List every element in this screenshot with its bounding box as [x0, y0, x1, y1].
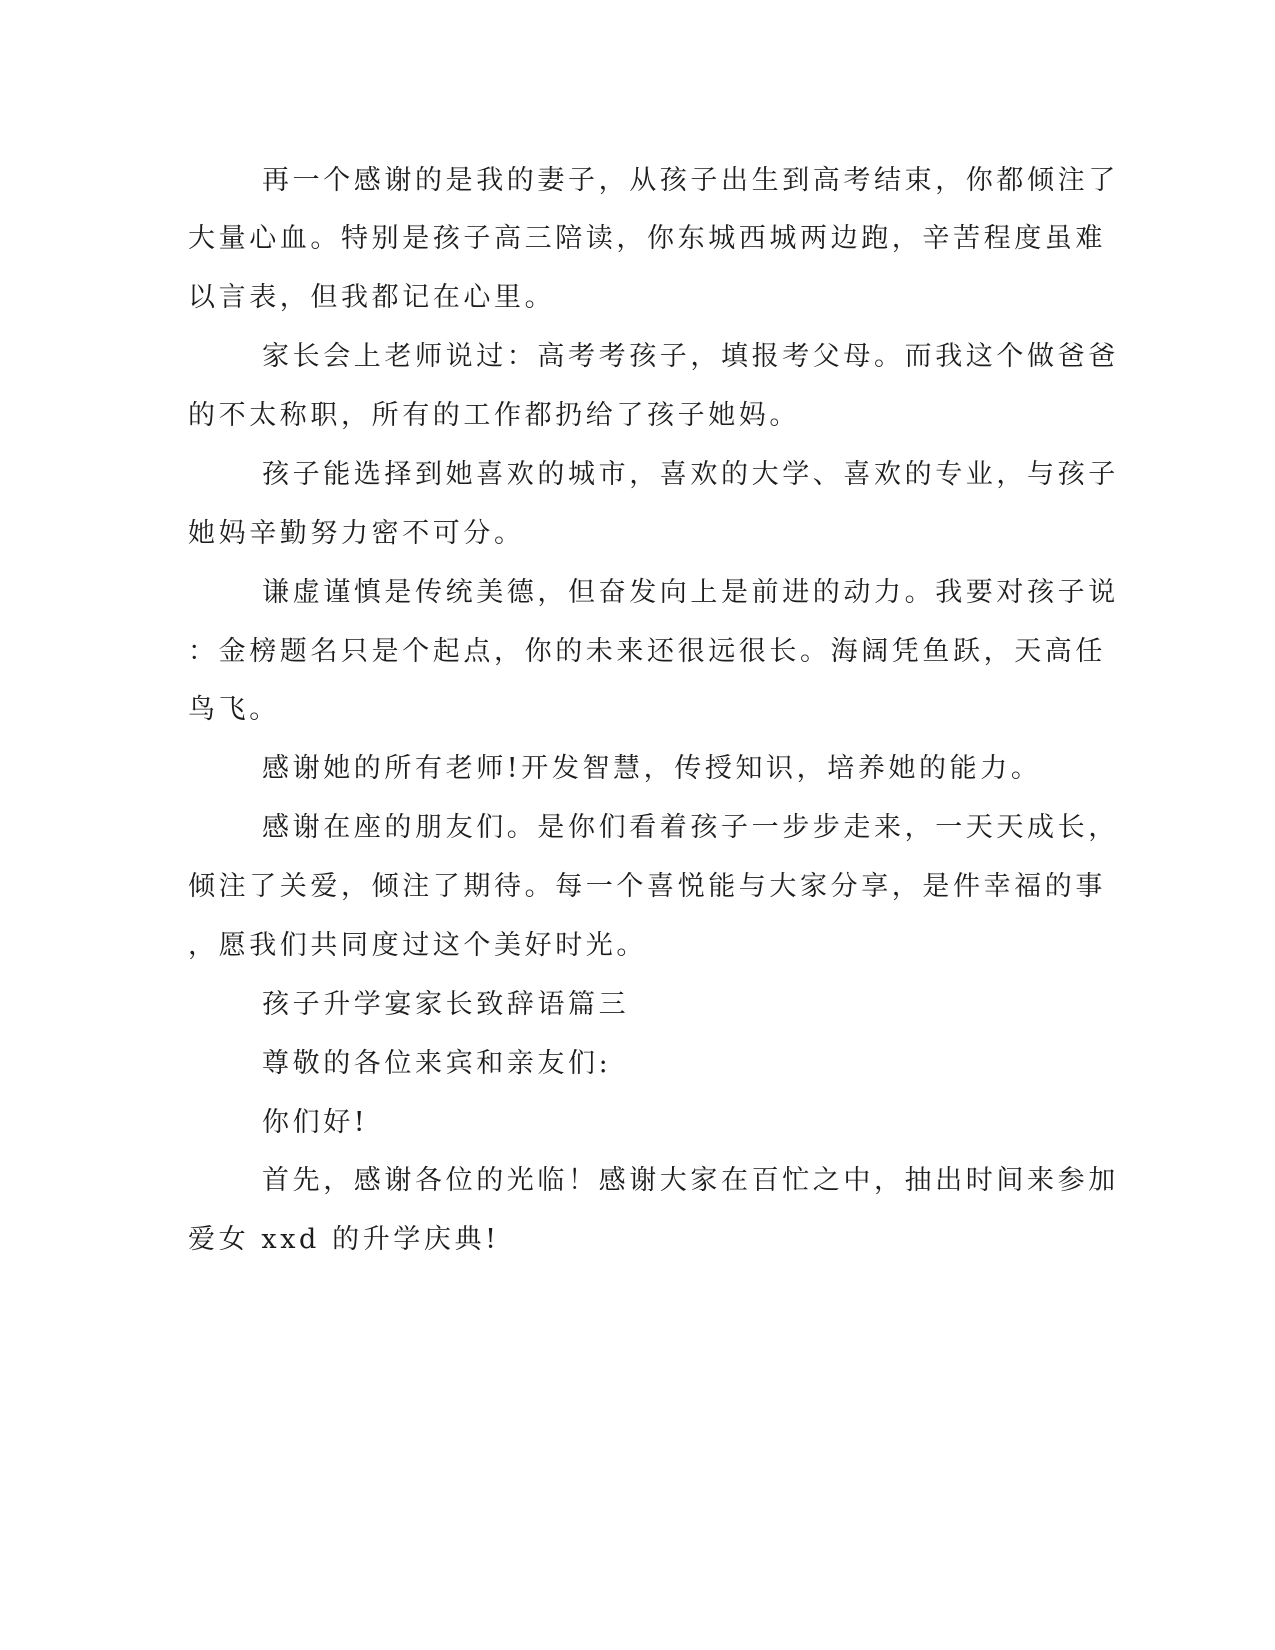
text-line: 谦虚谨慎是传统美德，但奋发向上是前进的动力。我要对孩子说 [262, 577, 1119, 608]
text-line: ，愿我们共同度过这个美好时光。 [188, 930, 647, 961]
text-line: 她妈辛勤努力密不可分。 [188, 518, 525, 549]
text-line: 你们好! [262, 1107, 369, 1138]
text-line: 家长会上老师说过：高考考孩子，填报考父母。而我这个做爸爸 [262, 341, 1119, 372]
text-line: 大量心血。特别是孩子高三陪读，你东城西城两边跑，辛苦程度虽难 [188, 223, 1106, 254]
text-line: 鸟飞。 [188, 694, 280, 725]
section-heading: 孩子升学宴家长致辞语篇三 [262, 989, 630, 1020]
text-line: 首先，感谢各位的光临！感谢大家在百忙之中，抽出时间来参加 [262, 1165, 1119, 1196]
text-line: 感谢她的所有老师!开发智慧，传授知识，培养她的能力。 [262, 753, 1042, 784]
text-line: 的不太称职，所有的工作都扔给了孩子她妈。 [188, 400, 800, 431]
text-line: 尊敬的各位来宾和亲友们: [262, 1048, 612, 1079]
text-line: 爱女 xxd 的升学庆典! [188, 1224, 500, 1255]
text-line: ：金榜题名只是个起点，你的未来还很远很长。海阔凭鱼跃，天高任 [188, 636, 1106, 667]
text-line: 倾注了关爱，倾注了期待。每一个喜悦能与大家分享，是件幸福的事 [188, 871, 1106, 902]
text-line: 再一个感谢的是我的妻子，从孩子出生到高考结束，你都倾注了 [262, 165, 1119, 196]
text-line: 以言表，但我都记在心里。 [188, 282, 556, 313]
text-line: 孩子能选择到她喜欢的城市，喜欢的大学、喜欢的专业，与孩子 [262, 459, 1119, 490]
text-line: 感谢在座的朋友们。是你们看着孩子一步步走来，一天天成长， [262, 812, 1119, 843]
